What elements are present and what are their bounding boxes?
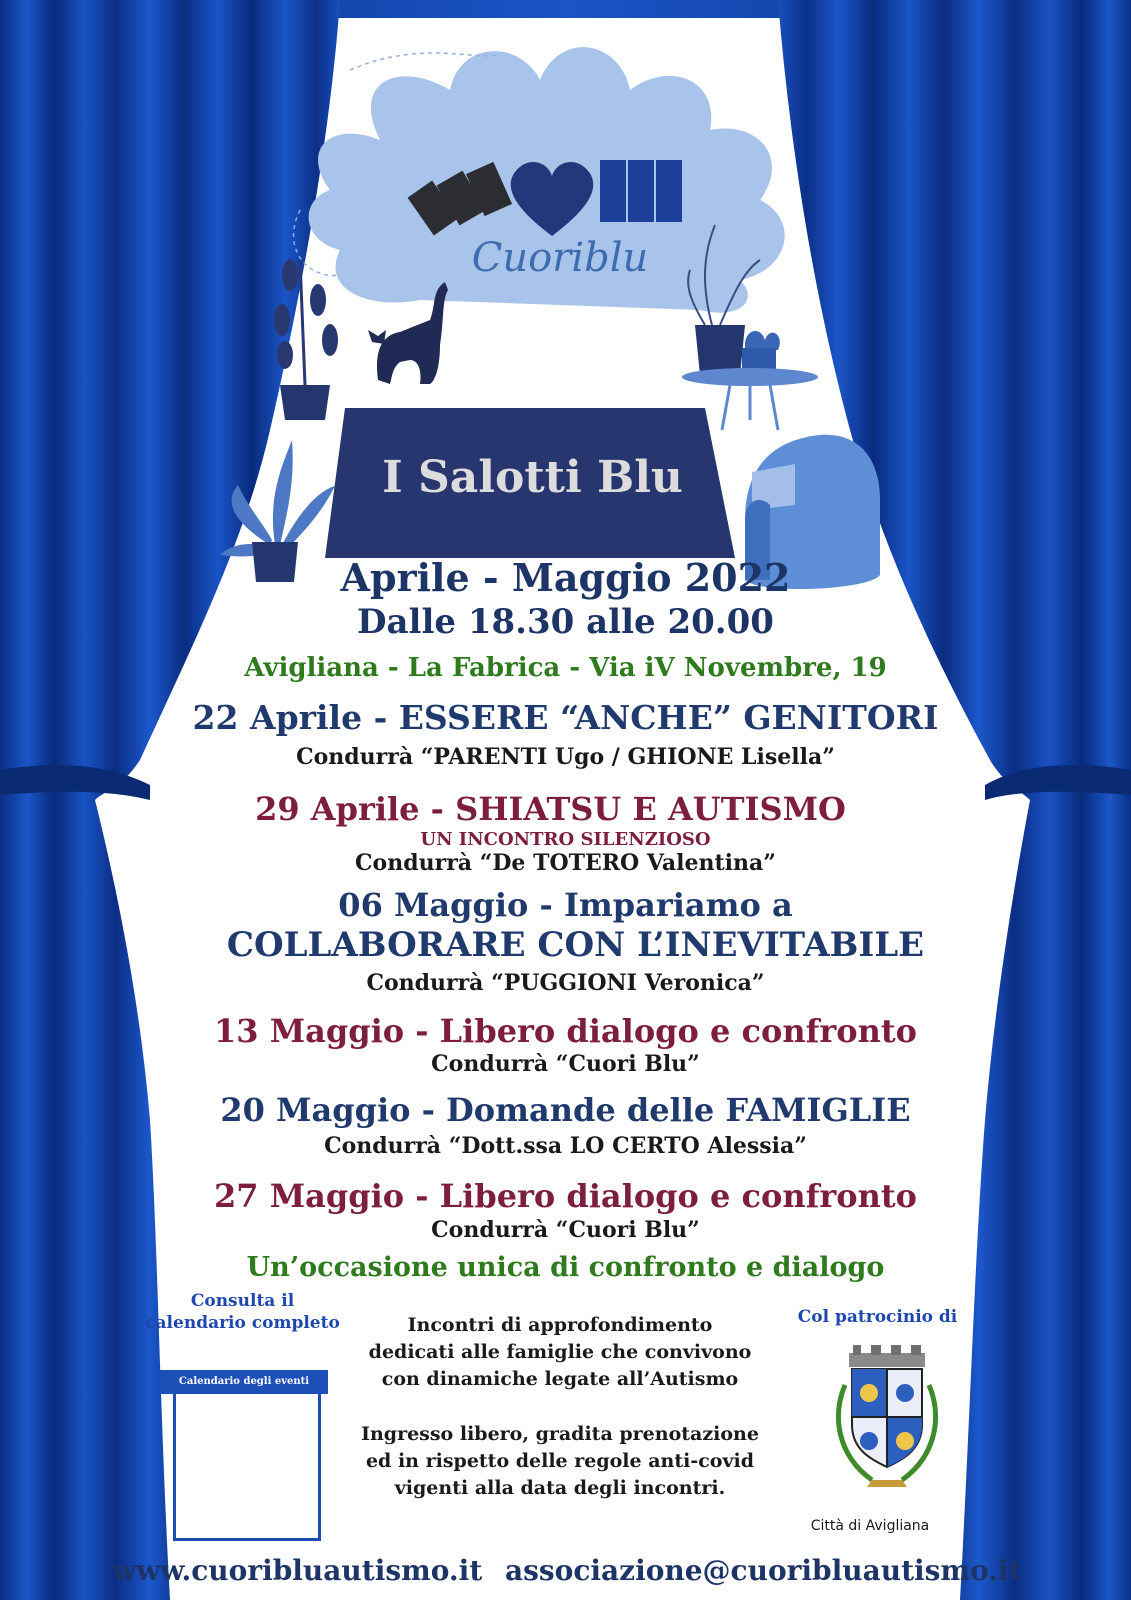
info-line: dedicati alle famiglie che convivono: [368, 1341, 752, 1363]
patronage-city: Città di Avigliana: [810, 1518, 930, 1534]
event-subtitle: UN INCONTRO SILENZIOSO: [420, 829, 711, 850]
email-link[interactable]: associazione@cuoribluautismo.it: [505, 1554, 1022, 1587]
info-line: vigenti alla data degli incontri.: [394, 1477, 726, 1499]
event-host: Condurrà “PARENTI Ugo / GHIONE Lisella”: [296, 744, 835, 770]
info-line: Ingresso libero, gradita prenotazione: [361, 1423, 759, 1445]
page-title: I Salotti Blu: [382, 452, 683, 503]
event-host: Condurrà “PUGGIONI Veronica”: [366, 970, 765, 996]
tagline: Un’occasione unica di confronto e dialogo: [246, 1252, 885, 1283]
event-host: Condurrà “Dott.ssa LO CERTO Alessia”: [324, 1133, 807, 1159]
website-link[interactable]: www.cuoribluautismo.it: [112, 1554, 483, 1587]
calendar-caption-line: Consulta il: [190, 1291, 295, 1311]
event-host: Condurrà “Cuori Blu”: [431, 1051, 700, 1077]
event-title: 13 Maggio - Libero dialogo e confronto: [214, 1012, 917, 1050]
event-period: Aprile - Maggio 2022: [340, 555, 791, 600]
event-hours: Dalle 18.30 alle 20.00: [357, 602, 774, 642]
event-title: 20 Maggio - Domande delle FAMIGLIE: [220, 1091, 911, 1129]
event-title: 22 Aprile - ESSERE “ANCHE” GENITORI: [192, 698, 939, 737]
event-host: Condurrà “De TOTERO Valentina”: [355, 850, 776, 876]
info-line: Incontri di approfondimento: [407, 1314, 713, 1336]
patronage-label: Col patrocinio di: [797, 1307, 958, 1327]
calendar-ribbon: Calendario degli eventi: [160, 1370, 328, 1394]
calendar-caption-line: calendario completo: [145, 1313, 340, 1333]
event-title: 27 Maggio - Libero dialogo e confronto: [214, 1177, 917, 1215]
info-line: con dinamiche legate all’Autismo: [381, 1368, 739, 1390]
info-text: [345, 1312, 775, 1502]
event-title: 29 Aprile - SHIATSU E AUTISMO: [255, 790, 846, 828]
event-title-line2: COLLABORARE CON L’INEVITABILE: [226, 925, 925, 965]
brand-logo-text: Cuoriblu: [471, 235, 649, 281]
qr-code[interactable]: [173, 1377, 321, 1541]
event-venue: Avigliana - La Fabrica - Via iV Novembre, 19: [244, 653, 887, 683]
event-title: 06 Maggio - Impariamo a: [338, 886, 793, 924]
info-line: ed in rispetto delle regole anti-covid: [365, 1450, 755, 1472]
calendar-caption: [140, 1290, 345, 1334]
event-host: Condurrà “Cuori Blu”: [431, 1217, 700, 1243]
